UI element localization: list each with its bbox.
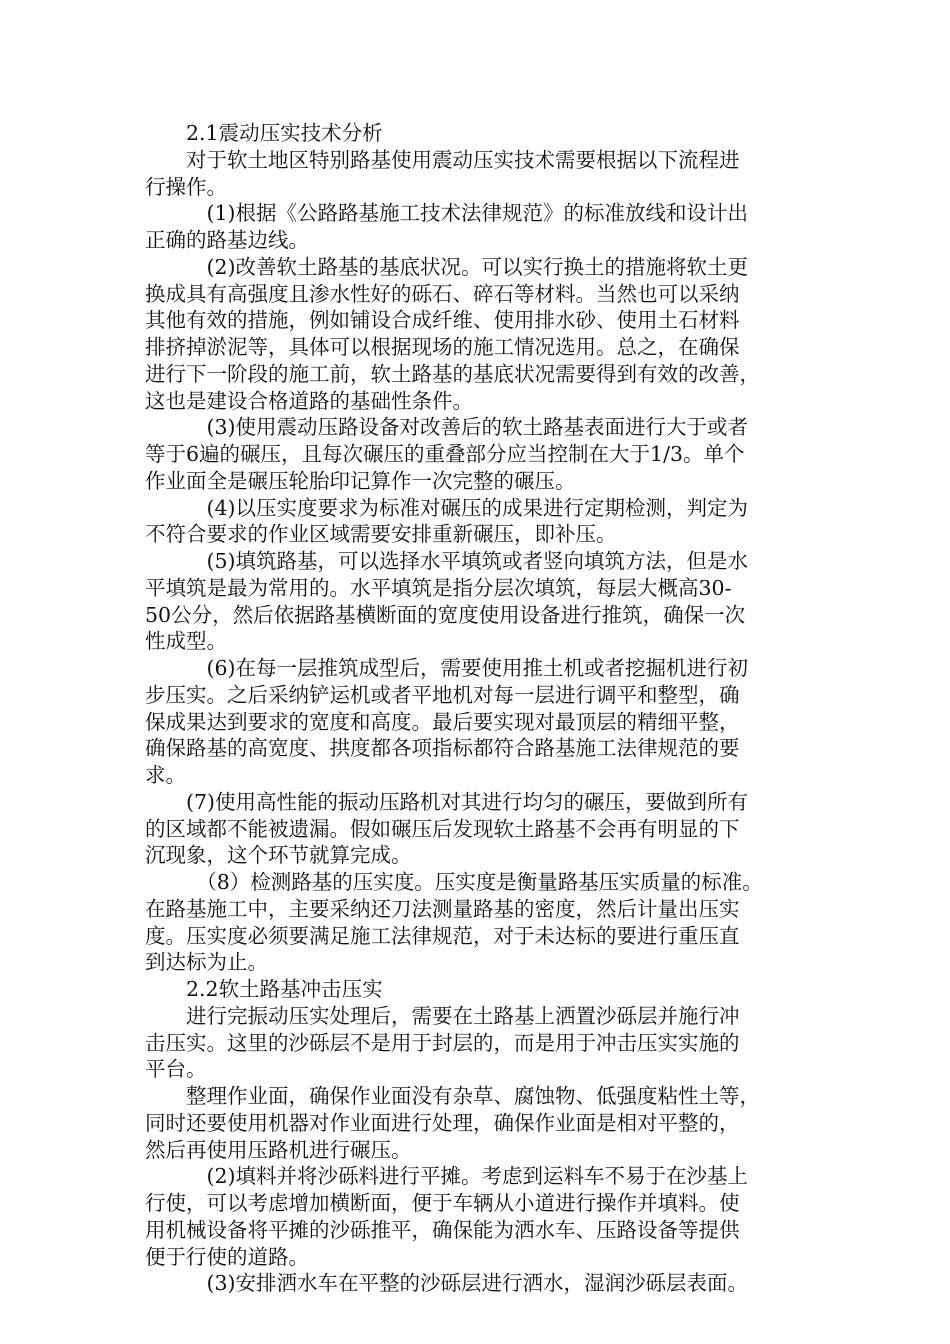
text-line: 同时还要使用机器对作业面进行处理，确保作业面是相对平整的， xyxy=(145,1110,740,1135)
text-line: 进行完振动压实处理后，需要在土路基上洒置沙砾层并施行冲 xyxy=(145,1003,740,1028)
text-line: 排挤掉淤泥等，具体可以根据现场的施工情况选用。总之，在确保 xyxy=(145,335,740,359)
text-line: 求。 xyxy=(145,763,186,787)
text-line: 2.2软土路基冲击压实 xyxy=(145,977,383,1001)
text-line: 的区域都不能被遗漏。假如碾压后发现软土路基不会再有明显的下 xyxy=(145,816,740,841)
text-line: 进行下一阶段的施工前，软土路基的基底状况需要得到有效的改善， xyxy=(145,361,760,386)
text-line: 平填筑是最为常用的。水平填筑是指分层次填筑，每层大概高30- xyxy=(145,575,732,600)
text-line: 平台。 xyxy=(145,1057,207,1082)
text-line: 行使，可以考虑增加横断面，便于车辆从小道进行操作并填料。使 xyxy=(145,1191,740,1215)
text-line: 沉现象，这个环节就算完成。 xyxy=(145,843,412,868)
text-line: (5)填筑路基，可以选择水平填筑或者竖向填筑方法，但是水 xyxy=(145,549,749,573)
text-line: 用机械设备将平摊的沙砾推平，确保能为洒水车、压路设备等提供 xyxy=(145,1217,740,1242)
text-line: 然后再使用压路机进行碾压。 xyxy=(145,1137,412,1162)
text-line: 保成果达到要求的宽度和高度。最后要实现对最顶层的精细平整， xyxy=(145,709,740,734)
text-line: 步压实。之后采纳铲运机或者平地机对每一层进行调平和整型，确 xyxy=(145,682,740,707)
text-line: 整理作业面，确保作业面没有杂草、腐蚀物、低强度粘性土等， xyxy=(145,1084,760,1108)
text-line: (2)填料并将沙砾料进行平摊。考虑到运料车不易于在沙基上 xyxy=(145,1164,749,1189)
text-line: 不符合要求的作业区域需要安排重新碾压，即补压。 xyxy=(145,522,617,547)
text-line: （8）检测路基的压实度。压实度是衡量路基压实质量的标准。 xyxy=(145,870,763,894)
text-line: 在路基施工中，主要采纳还刀法测量路基的密度，然后计量出压实 xyxy=(145,896,740,921)
text-line: 等于6遍的碾压，且每次碾压的重叠部分应当控制在大于1/3。单个 xyxy=(145,442,745,466)
text-line: 50公分，然后依据路基横断面的宽度使用设备进行推筑，确保一次 xyxy=(145,602,746,627)
text-line: 便于行使的道路。 xyxy=(145,1244,309,1269)
text-line: 这也是建设合格道路的基础性条件。 xyxy=(145,388,473,413)
text-line: 行操作。 xyxy=(145,174,227,199)
text-line: (3)使用震动压路设备对改善后的软土路基表面进行大于或者 xyxy=(145,415,749,440)
text-line: (1)根据《公路路基施工技术法律规范》的标准放线和设计出 xyxy=(145,201,749,226)
text-line: 性成型。 xyxy=(145,629,227,654)
text-line: 2.1震动压实技术分析 xyxy=(145,121,383,145)
text-line: 度。压实度必须要满足施工法律规范，对于未达标的要进行重压直 xyxy=(145,923,740,948)
text-line: 其他有效的措施，例如铺设合成纤维、使用排水砂、使用土石材料 xyxy=(145,308,740,333)
text-line: 确保路基的高宽度、拱度都各项指标都符合路基施工法律规范的要 xyxy=(145,736,740,761)
text-line: 换成具有高强度且渗水性好的砾石、碎石等材料。当然也可以采纳 xyxy=(145,281,740,306)
text-line: (7)使用高性能的振动压路机对其进行均匀的碾压，要做到所有 xyxy=(145,789,749,814)
text-line: (6)在每一层推筑成型后，需要使用推土机或者挖掘机进行初 xyxy=(145,656,749,680)
text-line: (3)安排洒水车在平整的沙砾层进行洒水，湿润沙砾层表面。 xyxy=(145,1271,749,1296)
text-line: (2)改善软土路基的基底状况。可以实行换土的措施将软土更 xyxy=(145,254,749,279)
text-line: (4)以压实度要求为标准对碾压的成果进行定期检测，判定为 xyxy=(145,495,749,520)
text-line: 击压实。这里的沙砾层不是用于封层的，而是用于冲击压实实施的 xyxy=(145,1030,740,1055)
text-line: 作业面全是碾压轮胎印记算作一次完整的碾压。 xyxy=(145,468,576,493)
text-line: 正确的路基边线。 xyxy=(145,228,309,252)
text-line: 到达标为止。 xyxy=(145,950,268,975)
text-line: 对于软土地区特别路基使用震动压实技术需要根据以下流程进 xyxy=(145,147,740,172)
